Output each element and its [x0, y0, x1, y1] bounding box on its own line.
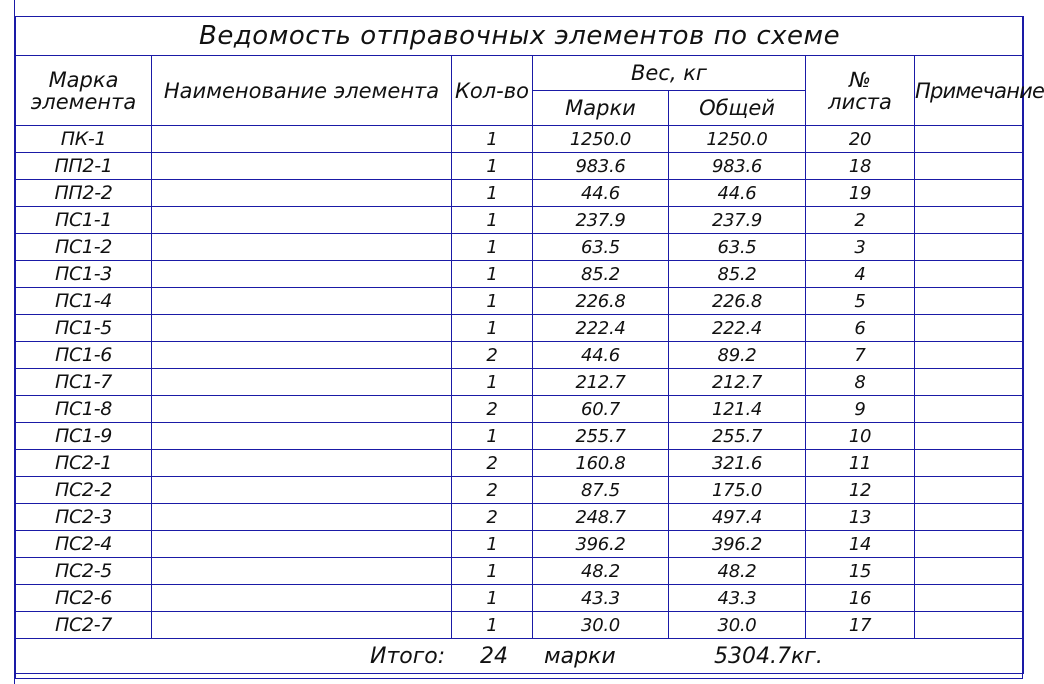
- cell-weight-mark: 48.2: [533, 558, 669, 585]
- table-row: [16, 315, 1024, 342]
- cell-qty: 2: [452, 504, 533, 531]
- header-qty: Кол-во: [452, 56, 533, 126]
- header-weight: Вес, кг: [533, 56, 806, 91]
- cell-note: [915, 450, 1024, 477]
- cell-note: [915, 126, 1024, 153]
- cell-note: [915, 288, 1024, 315]
- cell-note: [915, 531, 1024, 558]
- cell-name: [152, 315, 452, 342]
- cell-weight-mark: 30.0: [533, 612, 669, 639]
- header-mark: [16, 56, 152, 126]
- table-title: Ведомость отправочных элементов по схеме: [16, 17, 1024, 56]
- cell-mark: ПС2-2: [16, 477, 152, 504]
- table-body: [16, 126, 1024, 639]
- cell-mark: ПС1-9: [16, 423, 152, 450]
- header-weight-total: Общей: [669, 91, 806, 126]
- header-mark-line-2: элемента: [30, 89, 137, 114]
- cell-weight-total: 255.7: [669, 423, 806, 450]
- cell-name: [152, 531, 452, 558]
- cell-note: [915, 396, 1024, 423]
- cell-weight-mark: 248.7: [533, 504, 669, 531]
- cell-weight-total: 396.2: [669, 531, 806, 558]
- total-weight: 5304.7кг.: [714, 643, 823, 669]
- cell-sheet: 13: [806, 504, 915, 531]
- cell-sheet: 8: [806, 369, 915, 396]
- cell-name: [152, 477, 452, 504]
- cell-weight-total: 63.5: [669, 234, 806, 261]
- header-weight-mark: Марки: [533, 91, 669, 126]
- total-row: [16, 639, 1024, 674]
- header-sheet-line-1: №: [849, 67, 871, 92]
- cell-sheet: 10: [806, 423, 915, 450]
- table-row: [16, 612, 1024, 639]
- table-row: [16, 342, 1024, 369]
- cell-weight-mark: 396.2: [533, 531, 669, 558]
- cell-mark: ПС1-8: [16, 396, 152, 423]
- cell-weight-mark: 60.7: [533, 396, 669, 423]
- cell-sheet: 3: [806, 234, 915, 261]
- cell-weight-mark: 255.7: [533, 423, 669, 450]
- cell-note: [915, 558, 1024, 585]
- cell-qty: 1: [452, 180, 533, 207]
- cell-note: [915, 477, 1024, 504]
- cell-qty: 1: [452, 612, 533, 639]
- cell-weight-total: 1250.0: [669, 126, 806, 153]
- cell-weight-mark: 226.8: [533, 288, 669, 315]
- header-row-1: [16, 56, 1024, 91]
- header-sheet-line-2: листа: [828, 89, 892, 114]
- cell-mark: ПС2-1: [16, 450, 152, 477]
- header-mark-line-1: Марка: [48, 67, 119, 92]
- cell-mark: ПП2-1: [16, 153, 152, 180]
- cell-weight-mark: 212.7: [533, 369, 669, 396]
- cell-weight-mark: 237.9: [533, 207, 669, 234]
- cell-note: [915, 261, 1024, 288]
- table-row: [16, 153, 1024, 180]
- cell-qty: 1: [452, 288, 533, 315]
- cell-qty: 1: [452, 234, 533, 261]
- cell-sheet: 6: [806, 315, 915, 342]
- table-row: [16, 369, 1024, 396]
- cell-mark: ПС2-5: [16, 558, 152, 585]
- cell-mark: ПП2-2: [16, 180, 152, 207]
- cell-note: [915, 153, 1024, 180]
- cell-sheet: 16: [806, 585, 915, 612]
- table-row: [16, 396, 1024, 423]
- cell-weight-mark: 44.6: [533, 180, 669, 207]
- cell-note: [915, 369, 1024, 396]
- cell-note: [915, 612, 1024, 639]
- cell-qty: 2: [452, 450, 533, 477]
- total-count: 24: [480, 643, 508, 669]
- cell-weight-total: 48.2: [669, 558, 806, 585]
- cell-name: [152, 423, 452, 450]
- cell-name: [152, 288, 452, 315]
- cell-name: [152, 558, 452, 585]
- header-sheet: [806, 56, 915, 126]
- cell-note: [915, 423, 1024, 450]
- table-row: [16, 423, 1024, 450]
- cell-qty: 1: [452, 315, 533, 342]
- cell-qty: 1: [452, 585, 533, 612]
- total-cell: [16, 639, 1024, 674]
- cell-note: [915, 315, 1024, 342]
- table-row: [16, 288, 1024, 315]
- cell-sheet: 19: [806, 180, 915, 207]
- cell-note: [915, 585, 1024, 612]
- cell-name: [152, 585, 452, 612]
- cell-note: [915, 234, 1024, 261]
- cell-mark: ПС2-4: [16, 531, 152, 558]
- cell-sheet: 7: [806, 342, 915, 369]
- cell-name: [152, 504, 452, 531]
- cell-weight-total: 226.8: [669, 288, 806, 315]
- cell-qty: 1: [452, 261, 533, 288]
- cell-weight-total: 89.2: [669, 342, 806, 369]
- cell-mark: ПС1-5: [16, 315, 152, 342]
- cell-mark: ПК-1: [16, 126, 152, 153]
- cell-sheet: 5: [806, 288, 915, 315]
- cell-sheet: 15: [806, 558, 915, 585]
- cell-note: [915, 342, 1024, 369]
- cell-weight-mark: 44.6: [533, 342, 669, 369]
- cell-qty: 2: [452, 342, 533, 369]
- table-row: [16, 450, 1024, 477]
- cell-qty: 2: [452, 396, 533, 423]
- cell-mark: ПС1-3: [16, 261, 152, 288]
- cell-name: [152, 126, 452, 153]
- table-row: [16, 180, 1024, 207]
- cell-sheet: 20: [806, 126, 915, 153]
- cell-weight-mark: 43.3: [533, 585, 669, 612]
- cell-mark: ПС2-3: [16, 504, 152, 531]
- table-row: [16, 126, 1024, 153]
- cell-mark: ПС1-4: [16, 288, 152, 315]
- cell-sheet: 17: [806, 612, 915, 639]
- cell-sheet: 12: [806, 477, 915, 504]
- cell-name: [152, 261, 452, 288]
- cell-name: [152, 342, 452, 369]
- cell-name: [152, 234, 452, 261]
- cell-weight-mark: 983.6: [533, 153, 669, 180]
- title-row: [16, 17, 1024, 56]
- shipping-elements-table: [15, 16, 1044, 674]
- cell-weight-total: 43.3: [669, 585, 806, 612]
- cell-name: [152, 153, 452, 180]
- cell-weight-mark: 63.5: [533, 234, 669, 261]
- cell-mark: ПС1-6: [16, 342, 152, 369]
- cell-qty: 1: [452, 207, 533, 234]
- cell-weight-mark: 85.2: [533, 261, 669, 288]
- cell-weight-total: 175.0: [669, 477, 806, 504]
- header-note: Примечание: [915, 56, 1024, 126]
- cell-qty: 1: [452, 369, 533, 396]
- cell-note: [915, 207, 1024, 234]
- table-row: [16, 504, 1024, 531]
- cell-mark: ПС1-1: [16, 207, 152, 234]
- cell-sheet: 9: [806, 396, 915, 423]
- cell-weight-mark: 222.4: [533, 315, 669, 342]
- cell-qty: 1: [452, 153, 533, 180]
- cell-name: [152, 612, 452, 639]
- cell-weight-total: 497.4: [669, 504, 806, 531]
- cell-weight-total: 30.0: [669, 612, 806, 639]
- cell-mark: ПС1-7: [16, 369, 152, 396]
- cell-weight-mark: 1250.0: [533, 126, 669, 153]
- cell-weight-total: 44.6: [669, 180, 806, 207]
- cell-qty: 1: [452, 558, 533, 585]
- cell-sheet: 4: [806, 261, 915, 288]
- cell-weight-total: 121.4: [669, 396, 806, 423]
- table-row: [16, 558, 1024, 585]
- cell-weight-total: 212.7: [669, 369, 806, 396]
- cell-mark: ПС2-7: [16, 612, 152, 639]
- table-row: [16, 207, 1024, 234]
- table-row: [16, 261, 1024, 288]
- cell-mark: ПС2-6: [16, 585, 152, 612]
- cell-weight-total: 237.9: [669, 207, 806, 234]
- total-marks-word: марки: [544, 643, 616, 669]
- cell-qty: 1: [452, 531, 533, 558]
- cell-weight-total: 983.6: [669, 153, 806, 180]
- cell-qty: 1: [452, 126, 533, 153]
- cell-sheet: 18: [806, 153, 915, 180]
- table-row: [16, 531, 1024, 558]
- cell-weight-mark: 87.5: [533, 477, 669, 504]
- cell-qty: 2: [452, 477, 533, 504]
- cell-weight-total: 222.4: [669, 315, 806, 342]
- cell-name: [152, 450, 452, 477]
- table-row: [16, 585, 1024, 612]
- cell-sheet: 14: [806, 531, 915, 558]
- cell-sheet: 11: [806, 450, 915, 477]
- cell-name: [152, 396, 452, 423]
- cell-weight-mark: 160.8: [533, 450, 669, 477]
- cell-note: [915, 180, 1024, 207]
- cell-sheet: 2: [806, 207, 915, 234]
- cell-mark: ПС1-2: [16, 234, 152, 261]
- cell-qty: 1: [452, 423, 533, 450]
- cell-name: [152, 369, 452, 396]
- cell-weight-total: 321.6: [669, 450, 806, 477]
- table-row: [16, 234, 1024, 261]
- cell-name: [152, 180, 452, 207]
- cell-note: [915, 504, 1024, 531]
- total-label: Итого:: [370, 643, 446, 669]
- header-name: Наименование элемента: [152, 56, 452, 126]
- cell-weight-total: 85.2: [669, 261, 806, 288]
- table-row: [16, 477, 1024, 504]
- cell-name: [152, 207, 452, 234]
